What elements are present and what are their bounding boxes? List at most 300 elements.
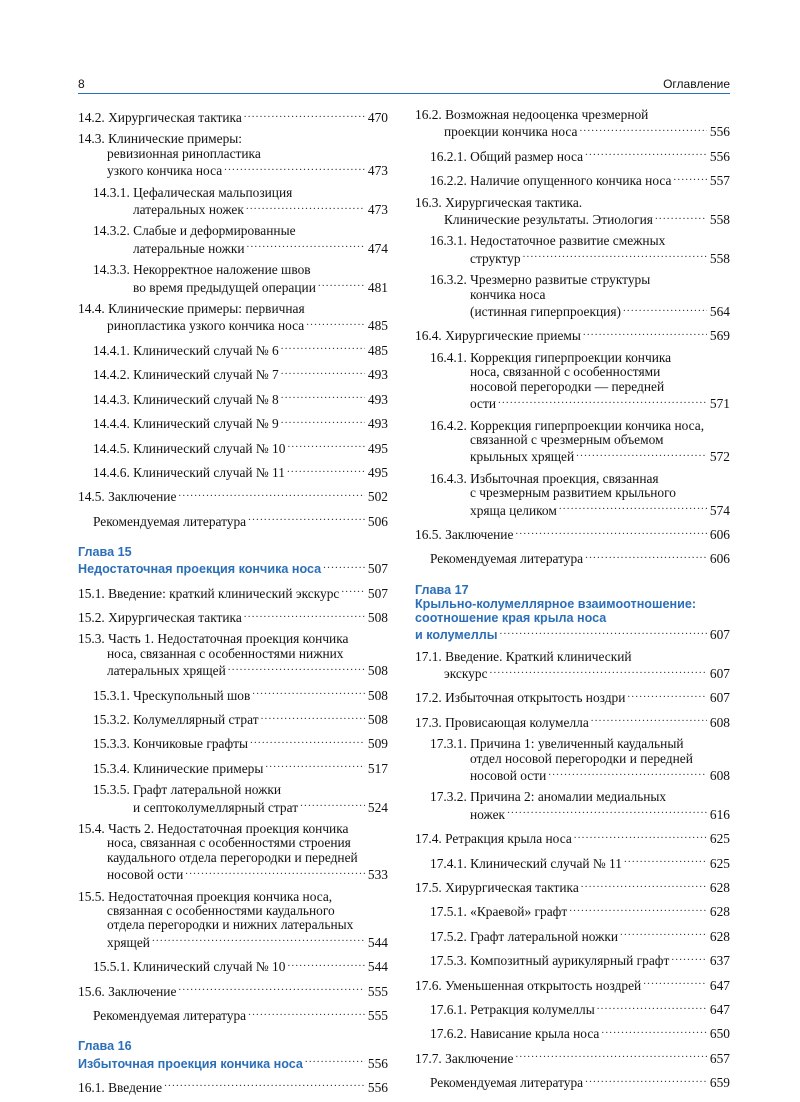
toc-entry-title: Избыточная проекция кончика носа <box>78 1056 303 1071</box>
toc-entry <box>78 186 388 218</box>
toc-entry-leader-row <box>93 798 388 815</box>
dot-leader <box>576 447 707 461</box>
toc-references-entry <box>415 549 730 566</box>
toc-entry <box>78 957 388 974</box>
toc-entry-line: каудального отдела перегородки и передней <box>107 850 358 865</box>
toc-entry <box>78 341 388 358</box>
toc-entry-line: 16.2. Возможная недооценка чрезмерной <box>415 108 649 122</box>
toc-page-number: 473 <box>367 163 388 179</box>
toc-page-number: 555 <box>367 1008 388 1024</box>
toc-entry <box>415 273 730 319</box>
toc-entry <box>415 472 730 518</box>
toc-entry <box>415 234 730 266</box>
dot-leader <box>247 239 365 253</box>
toc-entry-title: Рекомендуемая литература <box>430 551 584 567</box>
dot-leader <box>490 664 707 678</box>
dot-leader <box>498 394 707 408</box>
toc-page-number: 628 <box>709 880 730 896</box>
toc-entry-line: 17.1. Введение. Краткий клинический <box>415 649 632 664</box>
toc-entry-title: Клинические результаты. Этиология <box>444 212 653 228</box>
toc-entry-title: 17.6. Уменьшенная открытость ноздрей <box>415 977 642 993</box>
toc-entry <box>415 829 730 846</box>
toc-entry <box>78 890 388 951</box>
toc-entry <box>415 171 730 188</box>
toc-entry-leader-row <box>93 512 388 529</box>
dot-leader <box>281 414 365 428</box>
toc-page-number: 506 <box>367 513 388 529</box>
toc-entry <box>415 1024 730 1041</box>
toc-entry-leader-row <box>93 414 388 431</box>
toc-entry-leader-row <box>430 902 730 919</box>
toc-entry-leader-row <box>78 1054 388 1071</box>
toc-entry-title: проекции кончика носа <box>444 124 578 140</box>
toc-entry <box>415 713 730 730</box>
dot-leader <box>246 200 365 214</box>
dot-leader <box>597 1000 707 1014</box>
toc-entry <box>415 147 730 164</box>
dot-leader <box>178 982 364 996</box>
toc-entry-title: 16.2.1. Общий размер носа <box>430 148 584 164</box>
toc-entry <box>78 463 388 480</box>
toc-entry <box>415 196 730 228</box>
toc-entry-title: крыльных хрящей <box>470 449 575 465</box>
toc-entry-leader-row <box>415 326 730 343</box>
dot-leader <box>341 584 365 598</box>
running-header <box>78 74 730 94</box>
dot-leader <box>523 249 707 263</box>
toc-entry-leader-row <box>430 549 730 566</box>
toc-entry-title: структур <box>470 250 521 266</box>
toc-entry-title: латеральных хрящей <box>107 663 226 679</box>
toc-entry-title: 15.3.2. Колумеллярный страт <box>93 711 259 727</box>
toc-page-number: 569 <box>709 328 730 344</box>
toc-entry-title: 15.3.1. Чрескупольный шов <box>93 687 251 703</box>
toc-page-number: 607 <box>709 627 730 643</box>
toc-entry-line: 16.3.2. Чрезмерно развитые структуры <box>430 273 651 288</box>
toc-entry-title: 16.1. Введение <box>78 1079 163 1095</box>
toc-entry-title: 16.5. Заключение <box>415 526 514 542</box>
toc-entry-leader-row <box>415 878 730 895</box>
toc-entry-title: (истинная гиперпроекция) <box>470 304 621 320</box>
toc-entry <box>415 525 730 542</box>
toc-entry-leader-row <box>78 933 388 950</box>
toc-entry <box>415 650 730 682</box>
dot-leader <box>559 501 707 515</box>
toc-entry-title: 14.5. Заключение <box>78 489 177 505</box>
toc-page-number: 507 <box>367 561 388 577</box>
toc-entry-line: 16.4.3. Избыточная проекция, связанная <box>430 471 659 486</box>
toc-entry-leader-row <box>430 766 730 783</box>
toc-page-number: 502 <box>367 489 388 505</box>
toc-entry-title: носовой ости <box>470 768 547 783</box>
toc-entry <box>78 608 388 625</box>
toc-entry-title: 16.4. Хирургические приемы <box>415 328 581 344</box>
toc-page-number: 544 <box>367 959 388 975</box>
dot-leader <box>261 710 365 724</box>
dot-leader <box>164 1078 365 1092</box>
toc-chapter-heading <box>415 583 730 643</box>
dot-leader <box>671 951 707 965</box>
dot-leader <box>265 759 365 773</box>
dot-leader <box>643 976 707 990</box>
toc-page-number: 495 <box>367 464 388 480</box>
toc-page-number: 533 <box>367 867 388 883</box>
toc-entry-leader-row <box>430 805 730 822</box>
toc-entry-leader-row <box>415 976 730 993</box>
toc-page-number: 470 <box>367 110 388 125</box>
toc-entry-line: ревизионная ринопластика <box>107 146 261 161</box>
toc-entry-line: 15.3.5. Графт латеральной ножки <box>93 783 282 798</box>
toc-entry <box>415 854 730 871</box>
toc-entry-title: 17.6.2. Нависание крыла носа <box>430 1026 600 1042</box>
dot-leader <box>620 927 707 941</box>
dot-leader <box>300 798 365 812</box>
dot-leader <box>581 878 707 892</box>
toc-entry-leader-row <box>415 664 730 681</box>
toc-entry-leader-row <box>93 686 388 703</box>
toc-entry-title: 17.5.3. Композитный аурикулярный графт <box>430 953 670 969</box>
dot-leader <box>585 549 707 563</box>
toc-entry-title: Рекомендуемая литература <box>93 1008 247 1024</box>
toc-entry <box>415 1000 730 1017</box>
toc-entry-title: латеральных ножек <box>133 202 244 218</box>
toc-entry-leader-row <box>430 1073 730 1090</box>
dot-leader <box>591 713 707 727</box>
toc-entry-title: 14.4.3. Клинический случай № 8 <box>93 391 279 407</box>
toc-entry-title: 14.4.4. Клинический случай № 9 <box>93 416 279 432</box>
toc-entry-leader-row <box>430 447 730 464</box>
toc-page-number: 544 <box>367 934 388 950</box>
toc-page-number: 628 <box>709 928 730 944</box>
toc-entry-leader-row <box>430 951 730 968</box>
dot-leader <box>318 278 365 292</box>
toc-entry <box>415 688 730 705</box>
toc-entry-title: 14.4.6. Клинический случай № 11 <box>93 464 285 480</box>
toc-entry-leader-row <box>78 559 388 576</box>
dot-leader <box>244 108 365 122</box>
dot-leader <box>623 302 707 316</box>
dot-leader <box>507 805 707 819</box>
toc-page-number: 508 <box>367 687 388 703</box>
toc-entry-title: 17.4.1. Клинический случай № 11 <box>430 855 622 871</box>
toc-entry-title: 15.5.1. Клинический случай № 10 <box>93 959 286 975</box>
toc-page-number: 556 <box>709 148 730 164</box>
toc-entry-line: 14.3. Клинические примеры: <box>78 132 243 147</box>
toc-entry-leader-row <box>93 759 388 776</box>
toc-entry-leader-row <box>430 1000 730 1017</box>
toc-entry-line: кончика носа <box>470 287 546 302</box>
toc-entry <box>78 224 388 256</box>
dot-leader <box>585 147 707 161</box>
toc-left-column <box>78 108 388 1102</box>
toc-entry-line: Глава 16 <box>78 1039 132 1054</box>
dot-leader <box>306 316 365 330</box>
toc-entry-leader-row <box>93 734 388 751</box>
dot-leader <box>548 766 707 780</box>
dot-leader <box>500 625 707 639</box>
dot-leader <box>178 487 364 501</box>
toc-entry <box>415 902 730 919</box>
toc-page-number: 574 <box>709 502 730 518</box>
toc-entry-line: Крыльно-колумеллярное взаимоотношение: <box>415 596 697 611</box>
toc-entry-line: 17.3.2. Причина 2: аномалии медиальных <box>430 790 667 805</box>
toc-entry-line: носа, связанная с особенностями нижних <box>107 646 344 661</box>
toc-entry-title: 17.5.1. «Краевой» графт <box>430 904 568 920</box>
toc-entry-leader-row <box>78 608 388 625</box>
toc-entry <box>78 439 388 456</box>
toc-entry-line: носа, связанной с особенностями <box>470 365 661 380</box>
dot-leader <box>287 439 364 453</box>
toc-page-number: 508 <box>367 609 388 625</box>
toc-page-number: 647 <box>709 1002 730 1018</box>
toc-entry-title: ножек <box>470 806 506 822</box>
toc-entry-title: 15.2. Хирургическая тактика <box>78 609 242 625</box>
toc-entry-line: носа, связанная с особенностями строения <box>107 836 351 851</box>
dot-leader <box>515 525 706 539</box>
toc-entry-leader-row <box>430 171 730 188</box>
toc-entry-leader-row <box>93 390 388 407</box>
toc-entry-line: связанная с особенностями каудального <box>107 904 335 919</box>
toc-entry-leader-row <box>415 688 730 705</box>
toc-entry-line: 15.5. Недостаточная проекция кончика носа, <box>78 889 333 904</box>
toc-entry-title: и септоколумеллярный страт <box>133 799 299 815</box>
toc-entry-leader-row <box>93 439 388 456</box>
toc-entry-title: 17.5.2. Графт латеральной ножки <box>430 928 619 944</box>
dot-leader <box>574 829 707 843</box>
toc-page-number: 572 <box>709 449 730 465</box>
toc-entry-title: 15.3.3. Кончиковые графты <box>93 736 248 752</box>
toc-entry-title: 17.3. Провисающая колумелла <box>415 714 589 730</box>
toc-chapter-heading <box>78 545 388 576</box>
toc-entry-line: связанной с чрезмерным объемом <box>470 432 664 447</box>
toc-page-number: 616 <box>709 806 730 822</box>
toc-entry-leader-row <box>93 278 388 295</box>
toc-page-number: 485 <box>367 318 388 334</box>
toc-entry-line: соотношение края крыла носа <box>415 611 607 626</box>
toc-page-number: 564 <box>709 304 730 320</box>
toc-page-number: 625 <box>709 831 730 847</box>
toc-entry-title: Недостаточная проекция кончика носа <box>78 562 322 577</box>
toc-entry-leader-row <box>415 1049 730 1066</box>
toc-entry <box>415 351 730 412</box>
toc-entry-leader-row <box>430 501 730 518</box>
toc-entry-leader-row <box>415 210 730 227</box>
dot-leader <box>281 341 365 355</box>
toc-entry-line: отдела перегородки и нижних латеральных <box>107 918 354 933</box>
toc-entry <box>415 790 730 822</box>
toc-page-number: 556 <box>367 1055 388 1071</box>
toc-entry-line: с чрезмерным развитием крыльного <box>470 486 676 501</box>
toc-page-number: 558 <box>709 212 730 228</box>
toc-entry <box>415 1049 730 1066</box>
toc-entry-title: 15.3.4. Клинические примеры <box>93 760 264 776</box>
toc-entry-line: Глава 17 <box>415 582 469 597</box>
toc-entry-leader-row <box>430 147 730 164</box>
toc-entry <box>78 759 388 776</box>
toc-page-number: 647 <box>709 977 730 993</box>
dot-leader <box>244 608 365 622</box>
toc-entry-line: 16.3.1. Недостаточное развитие смежных <box>430 234 666 249</box>
toc-entry <box>78 108 388 125</box>
toc-entry-line: 14.3.1. Цефалическая мальпозиция <box>93 185 293 200</box>
toc-page-number: 524 <box>367 799 388 815</box>
dot-leader <box>585 1073 707 1087</box>
toc-page-number: 558 <box>709 250 730 266</box>
dot-leader <box>305 1054 365 1068</box>
toc-entry-title: 14.4.1. Клинический случай № 6 <box>93 342 279 358</box>
toc-entry <box>78 1078 388 1095</box>
toc-entry-line: 15.4. Часть 2. Недостаточная проекция кончика <box>78 822 349 836</box>
dot-leader <box>224 161 365 175</box>
dot-leader <box>281 365 365 379</box>
toc-page-number: 508 <box>367 663 388 679</box>
toc-entry-line: 14.3.2. Слабые и деформированные <box>93 224 296 239</box>
toc-entry-leader-row <box>430 249 730 266</box>
toc-page-number: 650 <box>709 1026 730 1042</box>
toc-entry-leader-row <box>78 661 388 678</box>
toc-page-number: 606 <box>709 526 730 542</box>
dot-leader <box>655 210 707 224</box>
dot-leader <box>252 686 365 700</box>
toc-page-number: 556 <box>709 124 730 140</box>
toc-references-entry <box>415 1073 730 1090</box>
toc-entry <box>415 326 730 343</box>
toc-entry-line: отдел носовой перегородки и передней <box>470 751 693 766</box>
dot-leader <box>248 512 365 526</box>
toc-entry-title: хрящей <box>107 934 150 950</box>
toc-page-number: 625 <box>709 855 730 871</box>
toc-page-number: 493 <box>367 416 388 432</box>
toc-entry-leader-row <box>78 316 388 333</box>
dot-leader <box>601 1024 707 1038</box>
toc-entry-leader-row <box>93 463 388 480</box>
toc-entry-leader-row <box>430 302 730 319</box>
toc-page-number: 556 <box>367 1079 388 1095</box>
toc-page-number: 481 <box>367 279 388 295</box>
toc-entry-leader-row <box>93 200 388 217</box>
toc-entry-title: 17.7. Заключение <box>415 1050 514 1066</box>
toc-page-number: 555 <box>367 983 388 999</box>
toc-entry-leader-row <box>78 487 388 504</box>
toc-entry-leader-row <box>78 108 388 125</box>
toc-entry-leader-row <box>415 525 730 542</box>
dot-leader <box>281 390 365 404</box>
dot-leader <box>152 933 365 947</box>
toc-entry-title: 15.1. Введение: краткий клинический экскурс <box>78 585 340 601</box>
toc-entry <box>415 108 730 140</box>
toc-entry <box>415 976 730 993</box>
toc-entry-leader-row <box>430 394 730 411</box>
toc-page-number: 607 <box>709 690 730 706</box>
toc-entry <box>78 822 388 883</box>
toc-entry-title: ости <box>470 396 496 412</box>
dot-leader <box>569 902 707 916</box>
toc-entry-line: 16.4.2. Коррекция гиперпроекции кончика носа, <box>430 418 705 433</box>
toc-entry-title: 14.4.2. Клинический случай № 7 <box>93 367 279 383</box>
toc-entry-title: Рекомендуемая литература <box>93 513 247 529</box>
dot-leader <box>248 1006 365 1020</box>
toc-entry <box>78 710 388 727</box>
toc-entry <box>78 132 388 178</box>
toc-entry-leader-row <box>93 341 388 358</box>
toc-page-number: 493 <box>367 367 388 383</box>
toc-entry <box>78 390 388 407</box>
toc-entry-title: Рекомендуемая литература <box>430 1075 584 1091</box>
toc-entry-leader-row <box>93 710 388 727</box>
toc-entry <box>78 982 388 999</box>
page-number: 8 <box>78 77 85 91</box>
toc-entry <box>78 783 388 815</box>
toc-entry-leader-row <box>415 625 730 642</box>
toc-entry-leader-row <box>78 1078 388 1095</box>
toc-entry-title: 16.2.2. Наличие опущенного кончика носа <box>430 173 672 189</box>
toc-entry <box>415 927 730 944</box>
toc-entry-leader-row <box>93 365 388 382</box>
toc-entry-title: и колумеллы <box>415 628 498 643</box>
toc-entry-leader-row <box>93 1006 388 1023</box>
toc-entry-leader-row <box>78 584 388 601</box>
toc-entry <box>78 414 388 431</box>
toc-page-number: 495 <box>367 440 388 456</box>
toc-entry-leader-row <box>430 927 730 944</box>
toc-entry-line: 16.4.1. Коррекция гиперпроекции кончика <box>430 350 672 365</box>
toc-entry <box>78 263 388 295</box>
header-rule <box>78 93 730 94</box>
toc-entry-leader-row <box>78 982 388 999</box>
toc-entry <box>78 302 388 334</box>
toc-entry-leader-row <box>430 854 730 871</box>
toc-entry-line: 14.4. Клинические примеры: первичная <box>78 302 305 317</box>
toc-references-entry <box>78 512 388 529</box>
toc-page-number: 607 <box>709 665 730 681</box>
toc-entry <box>78 734 388 751</box>
toc-entry <box>415 878 730 895</box>
running-title: Оглавление <box>663 77 730 91</box>
toc-entry-leader-row <box>93 239 388 256</box>
toc-entry-title: 14.4.5. Клинический случай № 10 <box>93 440 286 456</box>
dot-leader <box>287 463 365 477</box>
toc-page-number: 637 <box>709 953 730 969</box>
toc-entry <box>78 365 388 382</box>
toc-entry <box>78 584 388 601</box>
dot-leader <box>250 734 365 748</box>
toc-page-number: 628 <box>709 904 730 920</box>
dot-leader <box>323 559 365 573</box>
dot-leader <box>185 865 365 879</box>
toc-entry-title: латеральные ножки <box>133 240 245 256</box>
dot-leader <box>228 661 365 675</box>
toc-entry-title: ринопластика узкого кончика носа <box>107 318 305 334</box>
toc-entry-title: 15.6. Заключение <box>78 983 177 999</box>
toc-entry <box>78 686 388 703</box>
toc-entry <box>415 419 730 465</box>
toc-entry-title: экскурс <box>444 665 488 681</box>
toc-right-column <box>415 108 730 1098</box>
toc-entry <box>415 737 730 783</box>
toc-page-number: 493 <box>367 391 388 407</box>
toc-entry-line: 16.3. Хирургическая тактика. <box>415 195 583 210</box>
toc-entry-leader-row <box>415 829 730 846</box>
toc-entry-line: носовой перегородки — передней <box>470 379 665 394</box>
toc-entry-line: 17.3.1. Причина 1: увеличенный каудальный <box>430 737 684 752</box>
dot-leader <box>583 326 707 340</box>
toc-entry-title: узкого кончика носа <box>107 163 223 179</box>
toc-page-number: 608 <box>709 768 730 783</box>
toc-page-number: 474 <box>367 240 388 256</box>
toc-page-number: 571 <box>709 396 730 412</box>
toc-entry-line: Глава 15 <box>78 545 132 560</box>
dot-leader <box>579 122 706 136</box>
